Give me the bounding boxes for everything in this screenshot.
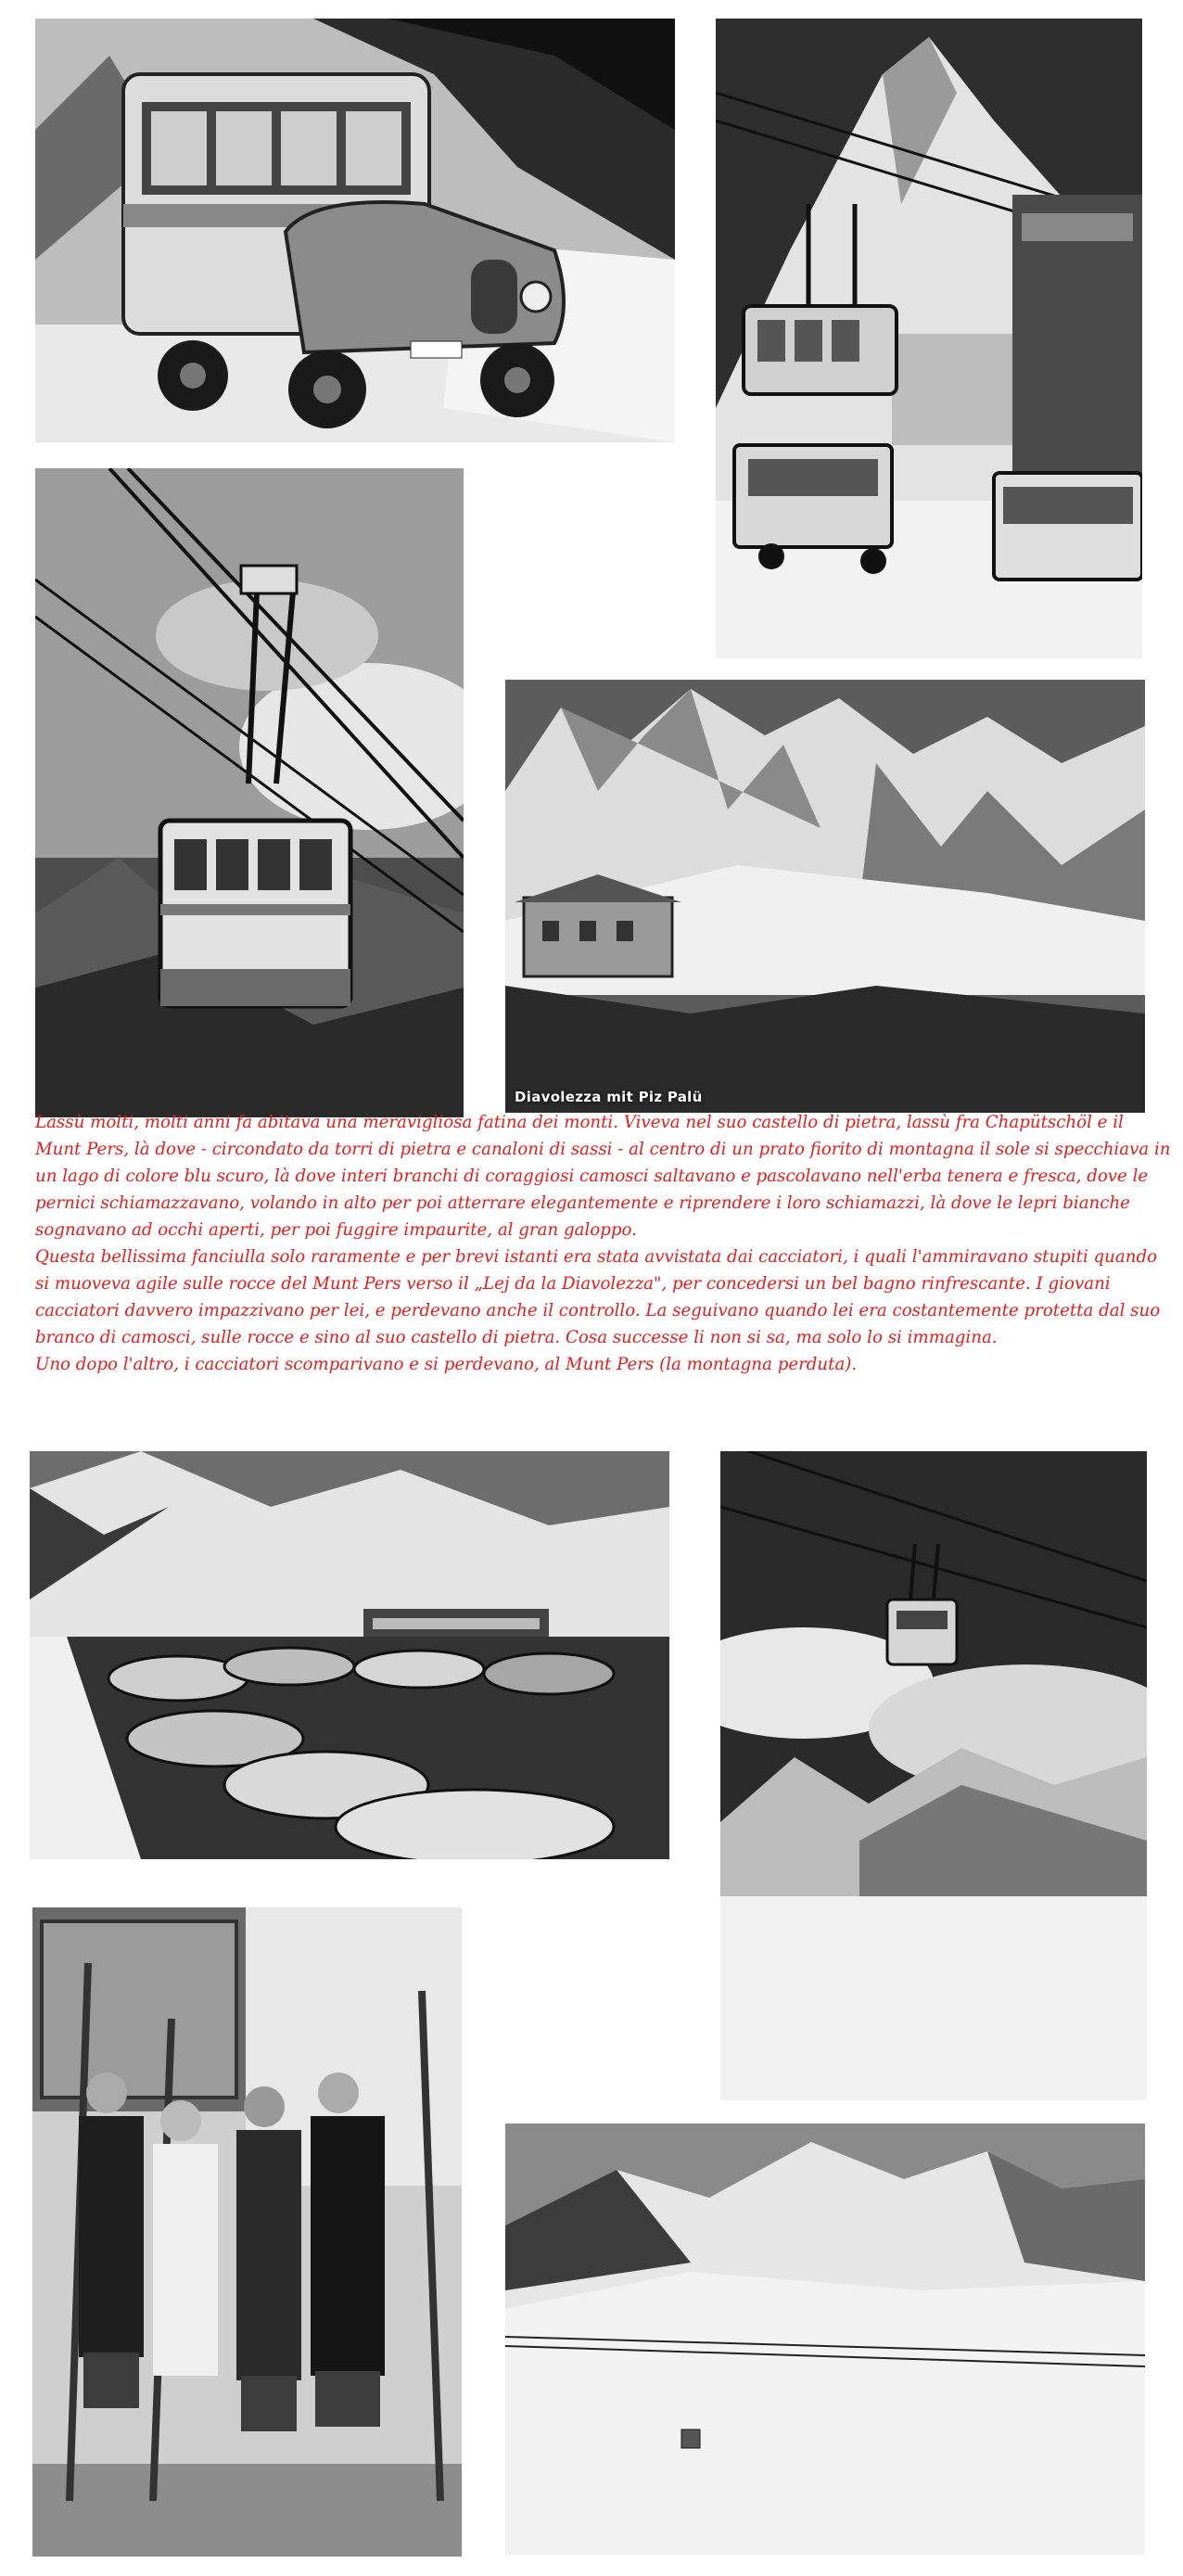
photo-group-skiers [32,1907,462,2557]
photo-parking-lot [30,1451,669,1859]
photo-glacier-hut [505,680,1145,1113]
story-paragraph-3: Uno dopo l'altro, i cacciatori scomparivano e si perdevano, al Munt Pers (la montagna perduta). [35,1355,858,1374]
photo-cable-car-closeup [35,468,464,1117]
story-paragraph-2: Questa bellissima fanciulla solo raramente e per brevi istanti era stata avvistata dai cacciatori, i quali l'ammiravano stupiti quando si muoveva agile sulle rocce del Munt Pers verso il „Lej da la Diavolezza", per concedersi un bel bagno rinfrescante. I giovani cacciatori davvero impazzivano per lei, e perdevano anche il controllo. La seguivano quando lei era costantemente protetta dal suo branco di camosci, sulle rocce e sino al suo castello di pietra. Cosa successe li non si sa, ma solo lo si immagina. [35,1247,1161,1347]
photo-cable-car-station [716,19,1142,658]
story-text [35,1109,1171,1443]
photo-caption: Diavolezza mit Piz Palü [515,1089,703,1105]
photo-cable-car-valley [505,2123,1145,2555]
photo-cable-car-sky [720,1451,1147,2100]
photo-bus-truck [35,19,675,442]
story-paragraph-1: Lassù molti, molti anni fa abitava una meravigliosa fatina dei monti. Viveva nel suo castello di pietra, lassù fra Chapütschöl e il Munt Pers, là dove - circondato da torri di pietra e canaloni di sassi - al centro di un prato fiorito di montagna il sole si specchiava in un lago di colore blu scuro, là dove interi branchi di coraggiosi camosci saltavano e pascolavano nell'erba tenera e fresca, dove le pernici schiamazzavano, volando in alto per poi atterrare elegantemente e riprendere i loro schiamazzi, là dove le lepri bianche sognavano ad occhi aperti, per poi fuggire impaurite, al gran galoppo. [35,1113,1171,1240]
